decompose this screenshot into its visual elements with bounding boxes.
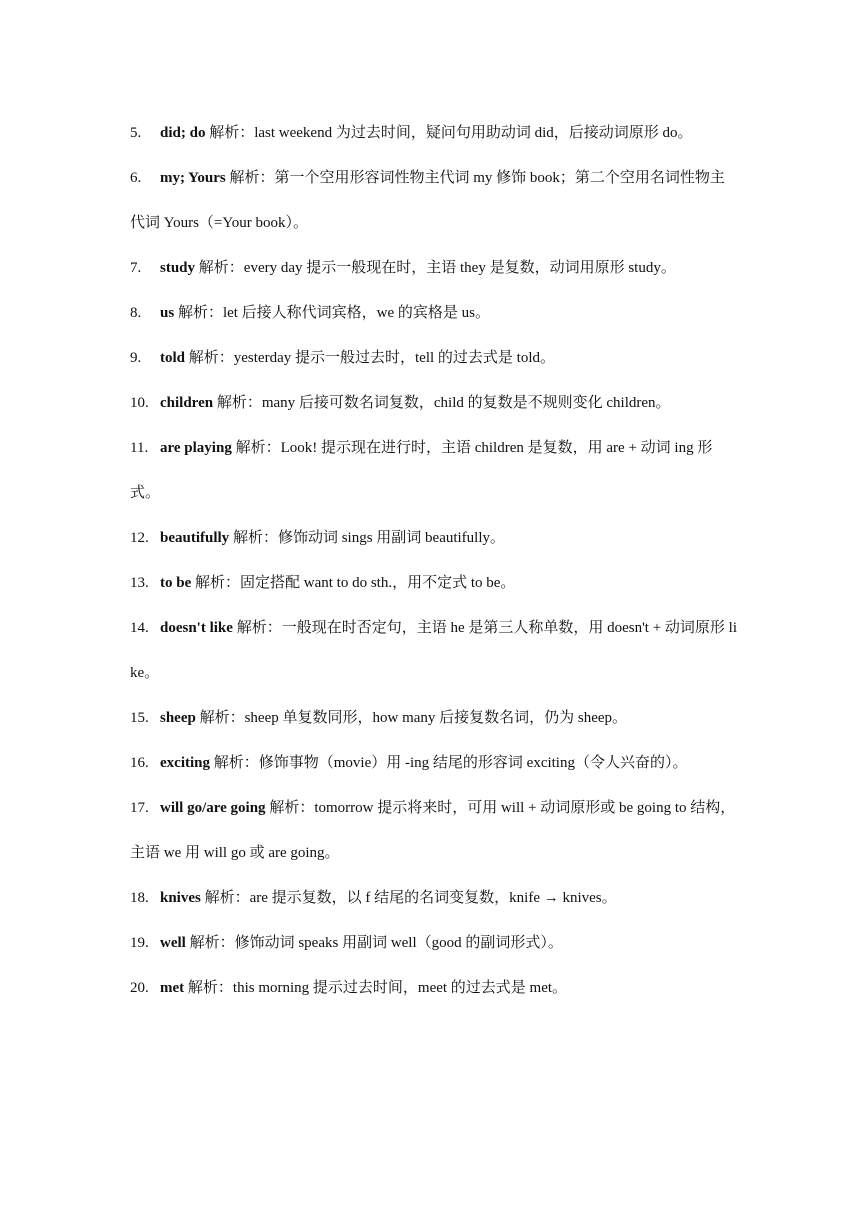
- item-answer: sheep: [160, 710, 196, 726]
- answer-item-14: [130, 606, 738, 696]
- item-answer: knives: [160, 890, 201, 906]
- item-explanation: 解析：yesterday 提示一般过去时，tell 的过去式是 told。: [188, 350, 555, 366]
- item-explanation: 解析：sheep 单复数同形，how many 后接复数名词，仍为 sheep。: [199, 710, 628, 726]
- answer-item-9: [130, 336, 738, 381]
- item-number: 7.: [130, 260, 142, 276]
- item-explanation: 解析：last weekend 为过去时间，疑问句用助动词 did，后接动词原形 do。: [209, 125, 693, 141]
- answer-item-10: [130, 381, 738, 426]
- item-number: 5.: [130, 125, 142, 141]
- answer-item-20: [130, 966, 738, 1011]
- item-number: 17.: [130, 800, 149, 816]
- answer-list: [130, 111, 738, 1011]
- item-explanation: 解析：修饰动词 speaks 用副词 well（good 的副词形式）。: [189, 935, 563, 951]
- item-number: 10.: [130, 395, 149, 411]
- item-number: 16.: [130, 755, 149, 771]
- answer-item-17: [130, 786, 738, 876]
- item-answer: beautifully: [160, 530, 230, 546]
- item-explanation: 解析：many 后接可数名词复数，child 的复数是不规则变化 children。: [216, 395, 671, 411]
- item-answer: doesn't like: [160, 620, 233, 636]
- item-answer: met: [160, 980, 185, 996]
- item-number: 9.: [130, 350, 142, 366]
- answer-item-6: [130, 156, 738, 246]
- item-explanation: 解析：修饰事物（movie）用 -ing 结尾的形容词 exciting（令人兴奋的）。: [213, 755, 688, 771]
- item-explanation: 解析：Look! 提示现在进行时，主语 children 是复数，用 are + 动词 ing 形式。: [130, 440, 713, 501]
- answer-item-19: [130, 921, 738, 966]
- item-answer: to be: [160, 575, 192, 591]
- item-number: 18.: [130, 890, 149, 906]
- item-explanation: 解析：this morning 提示过去时间，meet 的过去式是 met。: [187, 980, 568, 996]
- item-answer: my; Yours: [160, 170, 226, 186]
- item-explanation: 解析：第一个空用形容词性物主代词 my 修饰 book；第二个空用名词性物主代词 Yours（=Your book）。: [130, 170, 725, 231]
- item-number: 20.: [130, 980, 149, 996]
- item-number: 13.: [130, 575, 149, 591]
- item-number: 8.: [130, 305, 142, 321]
- item-explanation: 解析：修饰动词 sings 用副词 beautifully。: [232, 530, 506, 546]
- item-answer: told: [160, 350, 186, 366]
- answer-item-11: [130, 426, 738, 516]
- answer-item-8: [130, 291, 738, 336]
- item-answer: us: [160, 305, 175, 321]
- item-answer: are playing: [160, 440, 232, 456]
- item-number: 12.: [130, 530, 149, 546]
- answer-item-15: [130, 696, 738, 741]
- item-explanation: 解析：are 提示复数，以 f 结尾的名词变复数，knife → knives。: [204, 890, 617, 906]
- answer-item-5: [130, 111, 738, 156]
- answer-item-13: [130, 561, 738, 606]
- answer-item-7: [130, 246, 738, 291]
- item-answer: did; do: [160, 125, 206, 141]
- item-explanation: 解析：固定搭配 want to do sth.，用不定式 to be。: [195, 575, 516, 591]
- item-answer: will go/are going: [160, 800, 266, 816]
- answer-item-16: [130, 741, 738, 786]
- item-number: 15.: [130, 710, 149, 726]
- answer-item-12: [130, 516, 738, 561]
- item-explanation: 解析：一般现在时否定句，主语 he 是第三人称单数，用 doesn't + 动词原形 like。: [130, 620, 738, 681]
- item-number: 19.: [130, 935, 149, 951]
- item-answer: exciting: [160, 755, 210, 771]
- answer-item-18: [130, 876, 738, 921]
- item-explanation: 解析：let 后接人称代词宾格，we 的宾格是 us。: [177, 305, 491, 321]
- item-answer: well: [160, 935, 186, 951]
- item-answer: children: [160, 395, 214, 411]
- item-number: 14.: [130, 620, 149, 636]
- item-answer: study: [160, 260, 196, 276]
- item-explanation: 解析：tomorrow 提示将来时，可用 will + 动词原形或 be going to 结构，主语 we 用 will go 或 are going。: [130, 800, 736, 861]
- item-number: 11.: [130, 440, 149, 456]
- item-explanation: 解析：every day 提示一般现在时，主语 they 是复数，动词用原形 study。: [198, 260, 676, 276]
- item-number: 6.: [130, 170, 142, 186]
